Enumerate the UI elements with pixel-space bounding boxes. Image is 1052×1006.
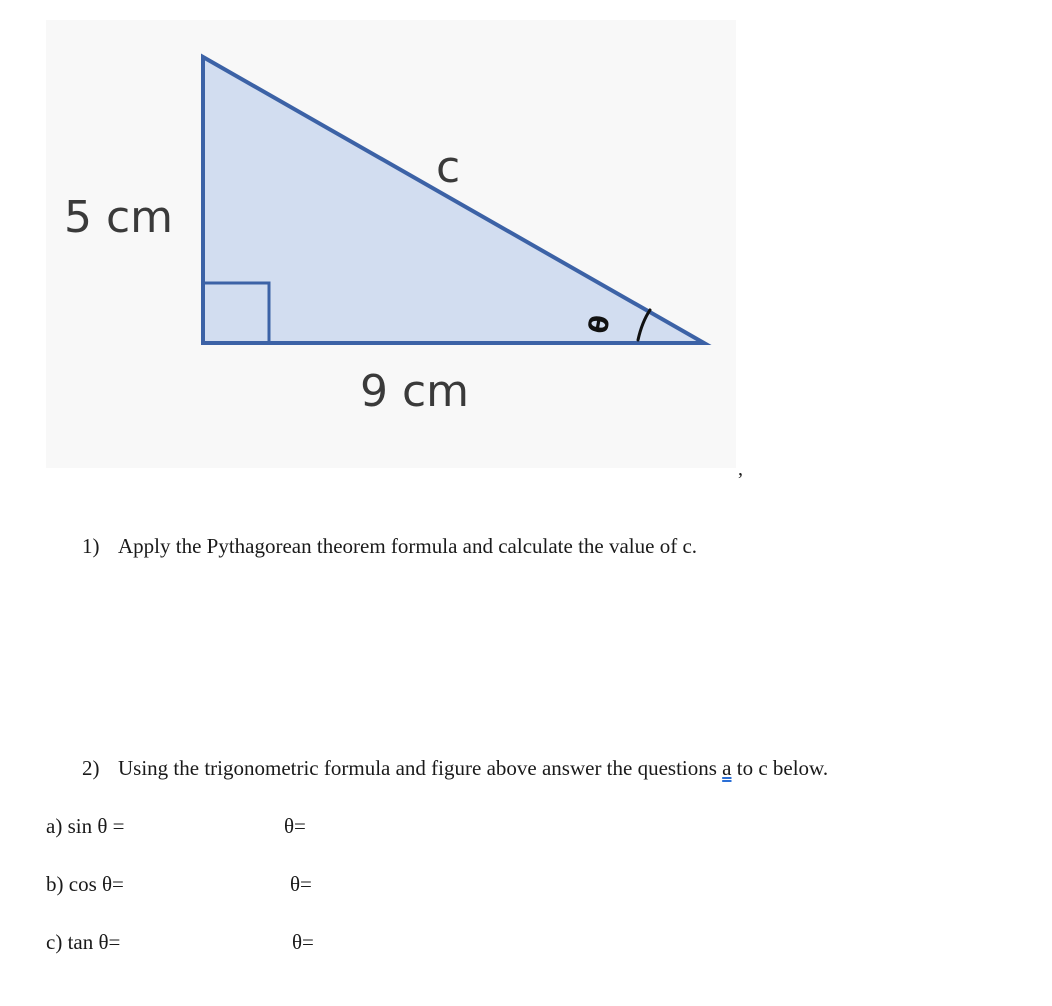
question-1	[82, 534, 697, 559]
triangle-shape	[203, 57, 704, 343]
right-triangle-diagram	[46, 20, 736, 468]
answer-a-left: a) sin θ =	[46, 814, 125, 838]
vertical-side-label: 5 cm	[64, 192, 174, 243]
figure-panel	[46, 20, 736, 468]
question-2-text: Using the trigonometric formula and figure above answer the questions	[118, 756, 723, 780]
answer-b-right: θ=	[290, 872, 312, 896]
stray-comma: ,	[738, 458, 743, 480]
question-1-text: Apply the Pythagorean theorem formula and calculate the value of c.	[118, 534, 698, 558]
answer-b-left: b) cos θ=	[46, 872, 124, 896]
question-2	[82, 756, 828, 781]
question-2-number: 2)	[82, 756, 100, 780]
question-1-number: 1)	[82, 534, 100, 558]
question-2-text-end: to c below.	[731, 756, 829, 780]
answer-c-left: c) tan θ=	[46, 930, 121, 954]
angle-label: θ	[583, 313, 617, 337]
horizontal-side-label: 9 cm	[360, 366, 470, 417]
answer-c-right: θ=	[292, 930, 314, 954]
question-2-underlined-letter: a	[722, 756, 732, 780]
answer-a-right: θ=	[284, 814, 306, 838]
hypotenuse-label: c	[436, 142, 461, 193]
